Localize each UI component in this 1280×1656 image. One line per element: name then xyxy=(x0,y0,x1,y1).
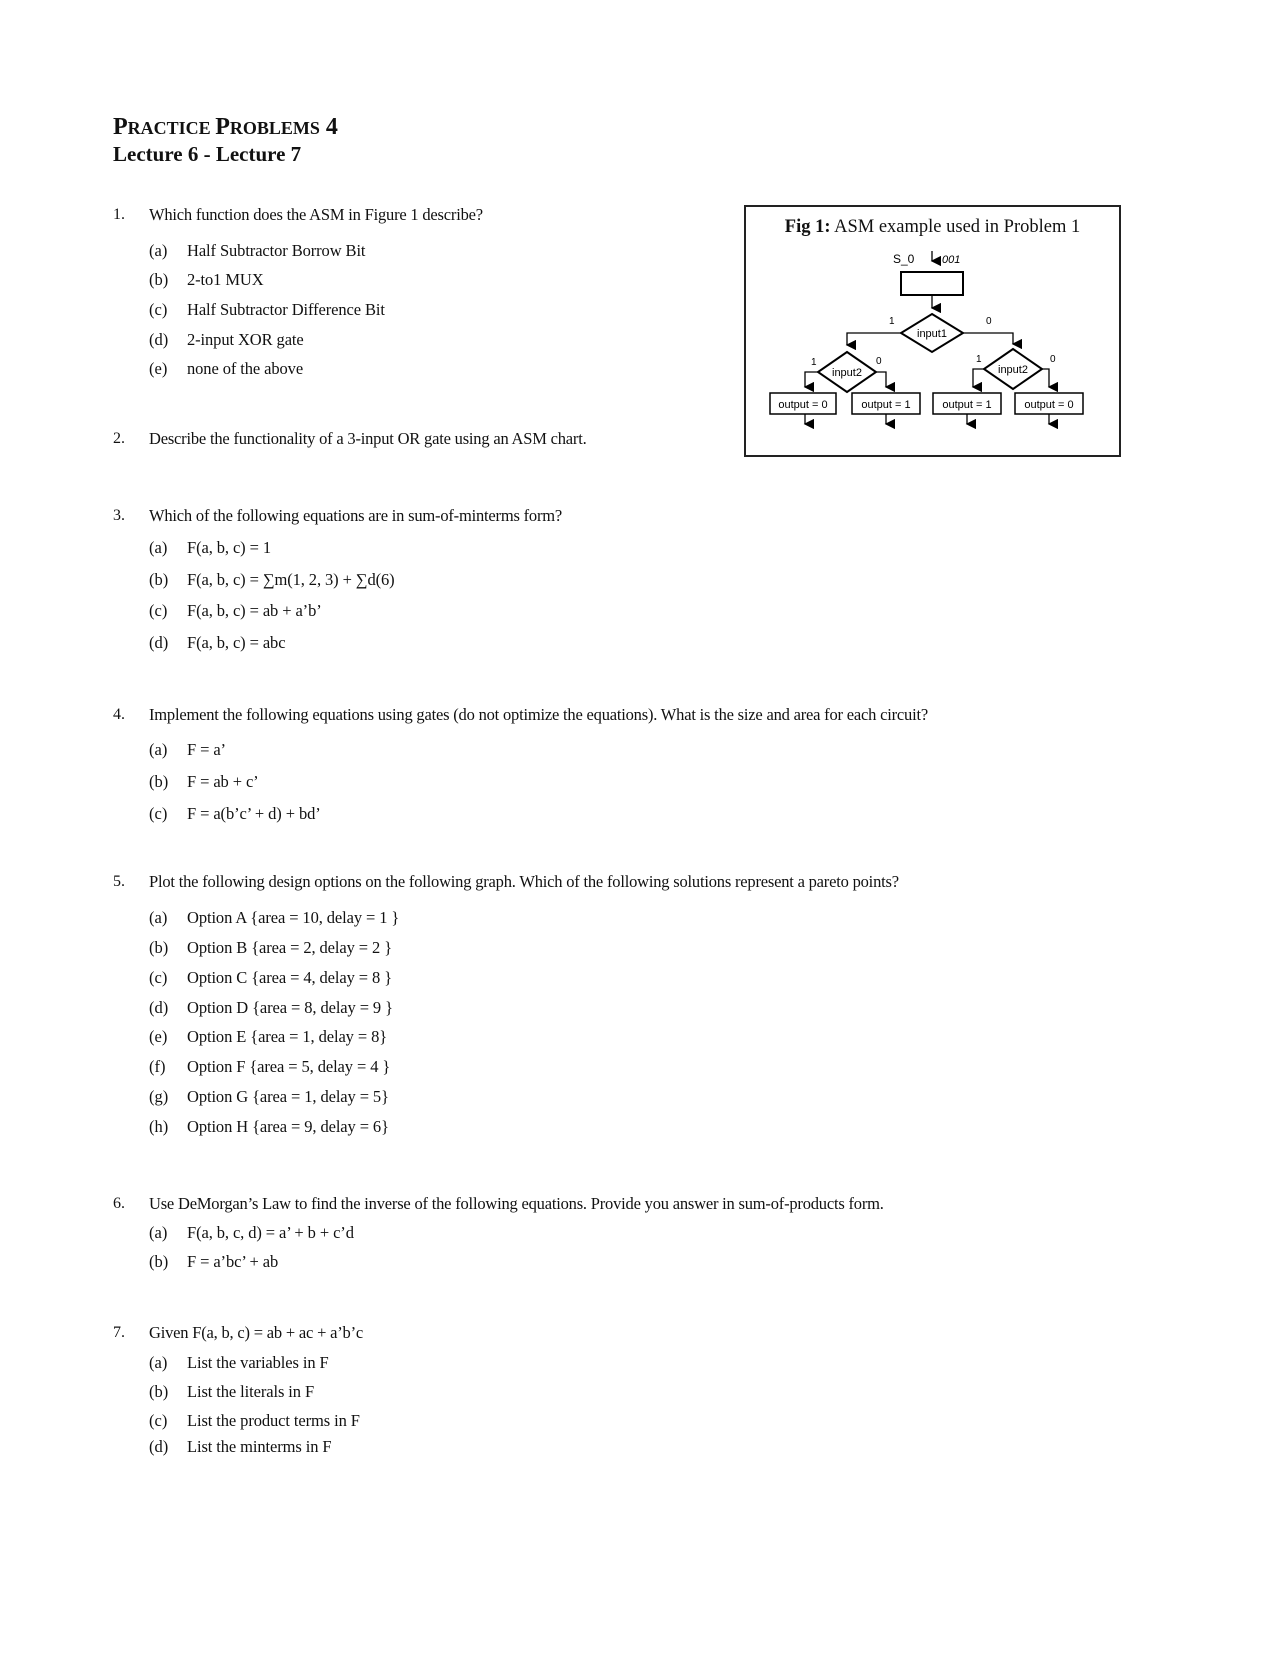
q1-option-label: (a) xyxy=(149,241,168,260)
question-3-text: Which of the following equations are in sum-of-minterms form? xyxy=(149,506,563,525)
output-box-3-label: output = 1 xyxy=(942,399,992,411)
output-box-2-label: output = 1 xyxy=(861,399,911,411)
q4-option-text: F = a’ xyxy=(187,740,226,759)
right-1-line xyxy=(973,369,984,387)
branch-left-line xyxy=(847,333,901,345)
q4-option-text: F = a(b’c’ + d) + bd’ xyxy=(187,804,321,823)
right-0-line xyxy=(1042,369,1049,387)
q1-option-text: Half Subtractor Difference Bit xyxy=(187,300,385,319)
question-1-text: Which function does the ASM in Figure 1 describe? xyxy=(149,205,483,224)
q3-option-text: F(a, b, c) = ab + a’b’ xyxy=(187,601,322,620)
question-1-number: 1. xyxy=(113,206,125,223)
q5-option-text: Option B {area = 2, delay = 2 } xyxy=(187,938,393,957)
q5-option-label: (b) xyxy=(149,938,169,957)
page-subtitle: Lecture 6 - Lecture 7 xyxy=(113,142,302,166)
state-code-label: 001 xyxy=(942,254,961,266)
question-4-text: Implement the following equations using gates (do not optimize the equations). What is the size and area for each circuit? xyxy=(149,705,928,724)
q7-option-text: List the minterms in F xyxy=(187,1437,332,1456)
q5-option-text: Option F {area = 5, delay = 4 } xyxy=(187,1057,391,1076)
q1-option-text: Half Subtractor Borrow Bit xyxy=(187,241,366,260)
question-4-number: 4. xyxy=(113,706,125,723)
branch-1-label: 1 xyxy=(889,316,895,327)
q5-option-text: Option E {area = 1, delay = 8} xyxy=(187,1027,388,1046)
q1-option-label: (d) xyxy=(149,330,169,349)
q4-option-label: (c) xyxy=(149,804,168,823)
q3-option-text: F(a, b, c) = 1 xyxy=(187,538,271,557)
q5-option-text: Option A {area = 10, delay = 1 } xyxy=(187,908,400,927)
q7-option-text: List the product terms in F xyxy=(187,1411,360,1430)
question-5-number: 5. xyxy=(113,873,125,890)
left-0-line xyxy=(876,372,886,387)
q7-option-label: (a) xyxy=(149,1353,168,1372)
question-3-number: 3. xyxy=(113,507,125,524)
question-6-text: Use DeMorgan’s Law to find the inverse of the following equations. Provide you answer in sum-of-products form. xyxy=(149,1194,884,1213)
branch-0-label: 0 xyxy=(986,316,992,327)
state-box xyxy=(901,272,963,295)
q5-option-text: Option H {area = 9, delay = 6} xyxy=(187,1117,389,1136)
q1-option-label: (c) xyxy=(149,300,168,319)
output-box-4-label: output = 0 xyxy=(1024,399,1074,411)
q6-option-label: (a) xyxy=(149,1223,168,1242)
q1-option-label: (e) xyxy=(149,359,168,378)
q1-option-text: 2-input XOR gate xyxy=(187,330,304,349)
q3-option-label: (a) xyxy=(149,538,168,557)
q5-option-text: Option C {area = 4, delay = 8 } xyxy=(187,968,393,987)
q7-option-text: List the variables in F xyxy=(187,1353,329,1372)
asm-chart xyxy=(746,207,1119,455)
left-1-line xyxy=(805,372,818,387)
left-0-label: 0 xyxy=(876,356,882,367)
question-2-text: Describe the functionality of a 3-input OR gate using an ASM chart. xyxy=(149,429,587,448)
question-7-number: 7. xyxy=(113,1324,125,1341)
q4-option-label: (a) xyxy=(149,740,168,759)
output-box-1-label: output = 0 xyxy=(778,399,828,411)
q4-option-text: F = ab + c’ xyxy=(187,772,259,791)
question-5-text: Plot the following design options on the following graph. Which of the following solutions represent a pareto points? xyxy=(149,872,899,891)
q4-option-label: (b) xyxy=(149,772,169,791)
q3-option-label: (b) xyxy=(149,570,169,589)
q7-option-text: List the literals in F xyxy=(187,1382,315,1401)
q7-option-label: (c) xyxy=(149,1411,168,1430)
q3-option-label: (c) xyxy=(149,601,168,620)
q3-option-text: F(a, b, c) = ∑m(1, 2, 3) + ∑d(6) xyxy=(187,570,395,589)
q6-option-text: F(a, b, c, d) = a’ + b + c’d xyxy=(187,1223,354,1242)
q5-option-label: (d) xyxy=(149,998,169,1017)
q5-option-label: (f) xyxy=(149,1057,166,1076)
right-1-label: 1 xyxy=(976,354,982,365)
question-7-text: Given F(a, b, c) = ab + ac + a’b’c xyxy=(149,1323,363,1342)
left-1-label: 1 xyxy=(811,357,817,368)
q1-option-text: none of the above xyxy=(187,359,304,378)
q5-option-text: Option G {area = 1, delay = 5} xyxy=(187,1087,389,1106)
q3-option-text: F(a, b, c) = abc xyxy=(187,633,286,652)
question-2-number: 2. xyxy=(113,430,125,447)
figure-1 xyxy=(744,205,1121,457)
q1-option-label: (b) xyxy=(149,270,169,289)
decision-input1-label: input1 xyxy=(917,328,947,340)
question-6-number: 6. xyxy=(113,1195,125,1212)
page-title: PRACTICE PROBLEMS 4 xyxy=(113,114,338,140)
state-name-label: S_0 xyxy=(893,252,915,266)
figure-caption: Fig 1: ASM example used in Problem 1 xyxy=(784,217,1081,237)
decision-input2-left-label: input2 xyxy=(832,367,862,379)
q5-option-label: (c) xyxy=(149,968,168,987)
q3-option-label: (d) xyxy=(149,633,169,652)
decision-input2-right-label: input2 xyxy=(998,364,1028,376)
q5-option-label: (g) xyxy=(149,1087,169,1106)
q7-option-label: (b) xyxy=(149,1382,169,1401)
q5-option-text: Option D {area = 8, delay = 9 } xyxy=(187,998,393,1017)
q6-option-label: (b) xyxy=(149,1252,169,1271)
q1-option-text: 2-to1 MUX xyxy=(187,270,264,289)
branch-right-line xyxy=(963,333,1013,344)
q7-option-label: (d) xyxy=(149,1437,169,1456)
q5-option-label: (h) xyxy=(149,1117,169,1136)
q5-option-label: (e) xyxy=(149,1027,168,1046)
q5-option-label: (a) xyxy=(149,908,168,927)
right-0-label: 0 xyxy=(1050,354,1056,365)
q6-option-text: F = a’bc’ + ab xyxy=(187,1252,279,1271)
